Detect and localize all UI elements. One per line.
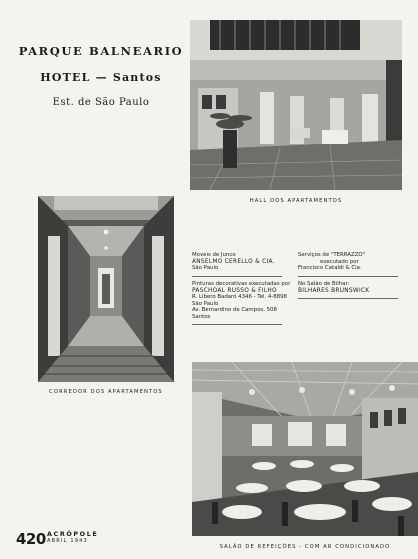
dining-caption: SALÃO DE REFEIÇÕES - COM AR CONDICIONADO bbox=[219, 544, 391, 550]
credit-divider bbox=[192, 276, 282, 277]
hotel-location: Est. de São Paulo bbox=[52, 97, 150, 108]
credit-painting-place: São Paulo bbox=[192, 300, 219, 307]
credit-terrazzo-firm: Francisco Cataldi & Cia. bbox=[298, 265, 362, 272]
credit-billiards bbox=[298, 281, 408, 294]
corridor-caption: CORREDOR DOS APARTAMENTOS bbox=[49, 389, 163, 395]
magazine-masthead bbox=[47, 531, 98, 545]
credit-terrazzo-label: Serviços de "TERRAZZO" bbox=[298, 252, 366, 258]
credit-painting-place2: Santos bbox=[192, 313, 211, 320]
hall-photo bbox=[190, 20, 402, 190]
credit-painting-label: Pinturas decorativas executadas por bbox=[192, 281, 291, 287]
dining-photo bbox=[192, 362, 418, 536]
page-number: 420 bbox=[16, 530, 46, 548]
credit-painting-address: R. Líbero Badaró 4346 - Tel. 4-8898 bbox=[192, 294, 287, 301]
credit-furniture-place: São Paulo bbox=[192, 265, 219, 272]
hotel-subtitle: HOTEL — Santos bbox=[40, 71, 162, 84]
credit-divider bbox=[192, 324, 282, 325]
credit-furniture bbox=[192, 252, 296, 272]
credit-terrazzo-label2: executado por bbox=[320, 258, 359, 265]
credit-furniture-firm: ANSELMO CERELLO & CIA. bbox=[192, 258, 275, 265]
magazine-issue: ABRIL 1943 bbox=[47, 538, 88, 544]
hotel-name: PARQUE BALNEARIO bbox=[18, 44, 184, 58]
credit-furniture-label: Moveis de Junco bbox=[192, 252, 236, 258]
credit-billiards-label: No Salão de Bilhar: bbox=[298, 281, 350, 287]
credit-divider bbox=[298, 276, 398, 277]
magazine-name: ACRÓPOLE bbox=[47, 530, 99, 538]
credit-painting-address2: Av. Bernardino de Campos, 508 bbox=[192, 307, 277, 314]
credit-painting bbox=[192, 281, 296, 321]
hall-caption: HALL DOS APARTAMENTOS bbox=[249, 198, 343, 204]
corridor-photo bbox=[38, 196, 174, 382]
credit-painting-firm: PASCHOAL RUSSO & FILHO bbox=[192, 287, 277, 294]
credit-divider bbox=[298, 298, 398, 299]
credit-billiards-firm: BILHARES BRUNSWICK bbox=[298, 287, 370, 294]
credit-terrazzo bbox=[298, 252, 408, 272]
